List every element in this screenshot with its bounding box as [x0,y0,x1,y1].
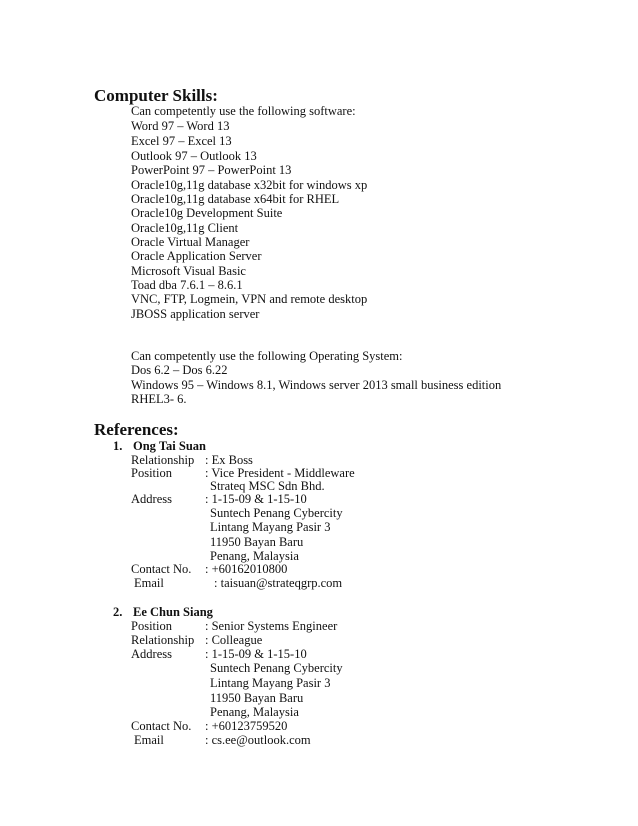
field-value: Lintang Mayang Pasir 3 [210,520,331,534]
field-value: : Vice President - Middleware [205,466,355,480]
field-label: Address [131,647,172,661]
field-value: Penang, Malaysia [210,705,299,719]
software-item: Oracle10g,11g database x64bit for RHEL [131,192,340,206]
references-heading: References: [94,420,179,439]
contact-number: : +60162010800 [205,562,288,576]
field-value: Strateq MSC Sdn Bhd. [210,479,325,493]
software-item: PowerPoint 97 – PowerPoint 13 [131,163,292,177]
field-value: 11950 Bayan Baru [210,535,304,549]
field-label: Relationship [131,633,195,647]
field-value: : 1-15-09 & 1-15-10 [205,492,307,506]
email-value: : taisuan@strateqgrp.com [214,576,343,590]
software-item: Oracle10g,11g Client [131,221,239,235]
field-value: Penang, Malaysia [210,549,299,563]
software-item: Outlook 97 – Outlook 13 [131,149,257,163]
field-label: Relationship [131,453,195,467]
software-item: Microsoft Visual Basic [131,264,246,278]
contact-number: : +60123759520 [205,719,288,733]
field-value: : Senior Systems Engineer [205,619,338,633]
software-item: Word 97 – Word 13 [131,119,230,133]
software-item: Oracle10g,11g database x32bit for windows xp [131,178,368,192]
field-label: Address [131,492,172,506]
reference-name [113,605,213,619]
reference-number: 1. [113,439,123,453]
field-label: Position [131,466,172,480]
field-label: Email [134,576,164,590]
os-item: RHEL3- 6. [131,392,187,406]
reference-number: 2. [113,605,123,619]
os-item: Windows 95 – Windows 8.1, Windows server 2013 small business edition [131,378,502,392]
field-value: 11950 Bayan Baru [210,691,304,705]
software-item: Oracle Application Server [131,249,262,263]
software-item: Excel 97 – Excel 13 [131,134,232,148]
field-label: Contact No. [131,562,192,576]
reference-name-text: Ee Chun Siang [133,605,213,619]
software-intro: Can competently use the following software: [131,104,356,118]
computer-skills-heading: Computer Skills: [94,86,218,105]
field-label: Position [131,619,172,633]
reference-name-text: Ong Tai Suan [133,439,206,453]
field-value: Suntech Penang Cybercity [210,506,343,520]
os-intro: Can competently use the following Operating System: [131,349,403,363]
email-value: : cs.ee@outlook.com [205,733,311,747]
software-item: Toad dba 7.6.1 – 8.6.1 [131,278,243,292]
field-label: Contact No. [131,719,192,733]
field-value: Lintang Mayang Pasir 3 [210,676,331,690]
field-value: : 1-15-09 & 1-15-10 [205,647,307,661]
software-item: JBOSS application server [131,307,260,321]
software-item: Oracle10g Development Suite [131,206,283,220]
os-item: Dos 6.2 – Dos 6.22 [131,363,228,377]
software-item: VNC, FTP, Logmein, VPN and remote desktop [131,292,368,306]
software-item: Oracle Virtual Manager [131,235,250,249]
reference-name [113,439,206,453]
field-value: : Colleague [205,633,263,647]
field-value: : Ex Boss [205,453,253,467]
field-value: Suntech Penang Cybercity [210,661,343,675]
field-label: Email [134,733,164,747]
